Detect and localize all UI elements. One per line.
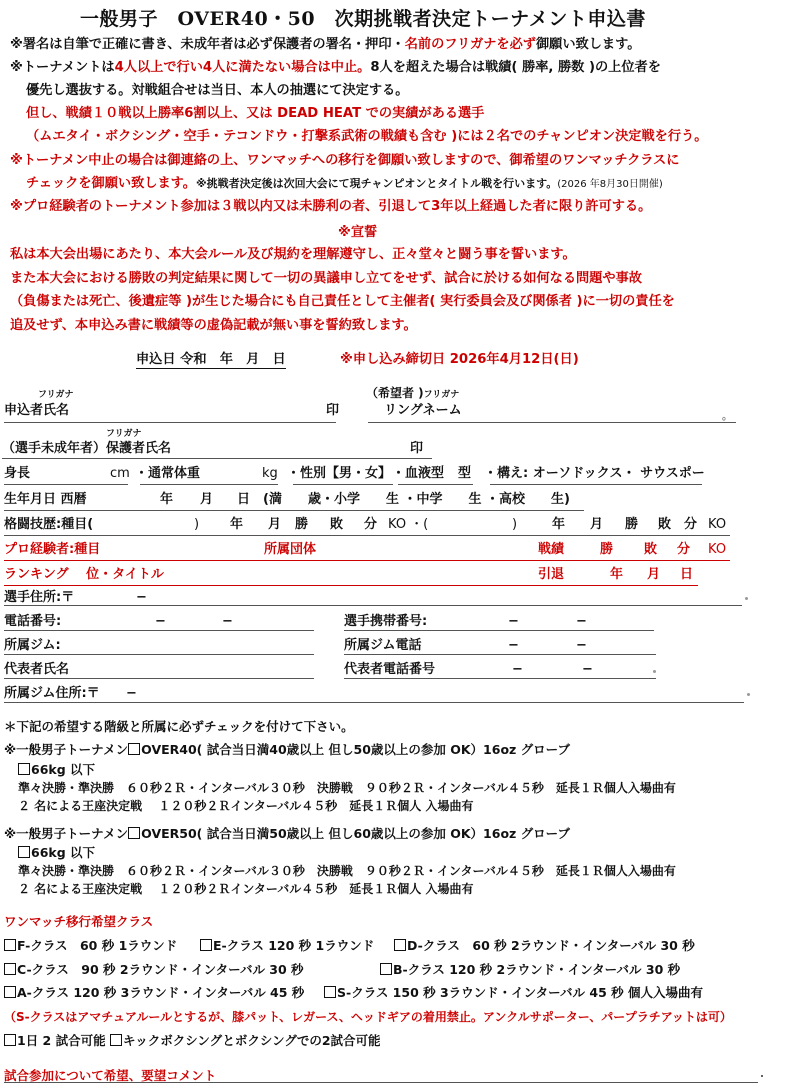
- option-label: F-クラス 60 秒 1ラウンド: [17, 938, 178, 953]
- birth-field[interactable]: [4, 510, 584, 511]
- oath-heading: ※宣誓: [338, 225, 378, 240]
- weight-unit: kg: [262, 466, 278, 481]
- phone-field[interactable]: [4, 630, 314, 631]
- over50-rule: 準々決勝・準決勝 ６０秒２Ｒ・インターバル３０秒 決勝戦 ９０秒２Ｒ・インターバル４５秒 延長１Ｒ個人入場曲有: [18, 864, 676, 878]
- over50-label: OVER50( 試合当日満50歳以上 但し60歳以上の参加 OK）16oz グローブ: [141, 826, 571, 841]
- tournament-prefix: ※一般男子トーナメン: [4, 742, 129, 757]
- note-emphasis: チェックを御願い致します。: [26, 176, 196, 191]
- retired-label: 引退: [538, 567, 565, 582]
- oath-line: 追及せず、本申込み書に戦績等の虚偽記載が無い事を誓約致します。: [10, 318, 417, 333]
- note-emphasis: 名前のフリガナを必ず: [404, 37, 536, 52]
- extra-options: [4, 1031, 381, 1049]
- career-col: KO ・(: [388, 517, 429, 532]
- over50-weight-checkbox[interactable]: [18, 846, 30, 858]
- note-emphasis: 4人以上で行い4人に満たない場合は中止。: [114, 60, 371, 75]
- over40-label: OVER40( 試合当日満40歳以上 但し50歳以上の参加 OK）16oz グローブ: [141, 742, 571, 757]
- note-text: 御願い致します。: [535, 37, 641, 52]
- pro-col: 勝: [600, 542, 614, 557]
- line-end-dot: [747, 693, 750, 696]
- ranking-field[interactable]: [4, 585, 698, 586]
- career-col: 月: [268, 517, 282, 532]
- mobile-dash: −: [508, 614, 519, 629]
- note-tournament: [10, 60, 661, 76]
- weight-field[interactable]: [140, 484, 278, 485]
- career-col: 敗: [658, 517, 672, 532]
- over40-weight: [18, 760, 95, 778]
- onematch-option-c[interactable]: [4, 960, 304, 978]
- note-signature: [10, 37, 640, 53]
- over40-option: [4, 740, 570, 758]
- pro-org-label: 所属団体: [264, 542, 317, 557]
- option-label: C-クラス 90 秒 2ラウンド・インターバル 30 秒: [17, 962, 304, 977]
- over50-checkbox[interactable]: [128, 827, 140, 839]
- over50-weight: [18, 843, 95, 861]
- note-check: [26, 176, 663, 193]
- retired-col: 月: [647, 567, 661, 582]
- address-field[interactable]: [4, 605, 742, 606]
- height-label: 身長: [4, 466, 31, 481]
- phone-label: 電話番号:: [4, 614, 62, 629]
- ranking-label: ランキング 位・タイトル: [4, 567, 164, 582]
- pro-col: 敗: [644, 542, 658, 557]
- stance-field[interactable]: ・構え: オーソドックス・ サウスポー: [484, 466, 705, 481]
- note-text: 8人を超えた場合は戦績( 勝率, 勝数 )の上位者を: [370, 60, 661, 75]
- address-label: 選手住所:〒: [4, 590, 75, 605]
- checkbox[interactable]: [4, 939, 16, 951]
- s-class-note: （S-クラスはアマチュアルールとするが、膝パット、レガース、ヘッドギアの着用禁止。アンクルサポーター、パープラチアットは可）: [4, 1010, 732, 1024]
- option-label: A-クラス 120 秒 3ラウンド・インターバル 45 秒: [17, 985, 305, 1000]
- pro-record-label: 戦績: [538, 542, 565, 557]
- gym-phone-field[interactable]: [344, 654, 656, 655]
- checkbox[interactable]: [4, 986, 16, 998]
- tournament-prefix: ※一般男子トーナメン: [4, 826, 129, 841]
- note-text: ※署名は自筆で正確に書き、未成年者は必ず保護者の署名・押印・: [10, 37, 405, 52]
- height-field[interactable]: [4, 484, 128, 485]
- onematch-option-e[interactable]: [200, 936, 374, 954]
- rep-phone-dash: −: [512, 662, 523, 677]
- option-label: 1日 2 試合可能: [17, 1033, 106, 1048]
- option-label: キックボクシングとボクシングでの2試合可能: [122, 1033, 381, 1048]
- career-close: ): [512, 517, 518, 532]
- note-text: ※トーナメントは: [10, 60, 115, 75]
- comment-label: 試合参加について希望、要望コメント: [4, 1068, 217, 1083]
- ring-name-label: リングネーム: [384, 403, 462, 418]
- over40-checkbox[interactable]: [128, 743, 140, 755]
- pro-col: 分: [677, 542, 691, 557]
- note-champion: 但し、戦績１０戦以上勝率6割以上、又は DEAD HEAT での実績がある選手: [26, 106, 485, 121]
- rep-phone-label: 代表者電話番号: [344, 662, 436, 677]
- gym-phone-dash: −: [576, 638, 587, 653]
- ring-name-hint-text: （希望者 ): [366, 386, 424, 400]
- gym-phone-dash: −: [508, 638, 519, 653]
- rep-name-label: 代表者氏名: [4, 662, 70, 677]
- mobile-label: 選手携帯番号:: [344, 614, 428, 629]
- over40-rule: ２ 名による王座決定戦 １２０秒２Ｒインターバル４５秒 延長１Ｒ個人 入場曲有: [18, 799, 474, 813]
- over50-rule: ２ 名による王座決定戦 １２０秒２Ｒインターバル４５秒 延長１Ｒ個人 入場曲有: [18, 882, 474, 896]
- guardian-name-label: （選手未成年者）保護者氏名: [2, 441, 172, 456]
- furigana-label: フリガナ: [106, 429, 142, 439]
- two-matches-checkbox[interactable]: [4, 1034, 16, 1046]
- note-text: ※挑戦者決定後は次回大会にて現チャンピオンとタイトル戦を行います。: [195, 177, 558, 190]
- onematch-option-s[interactable]: [324, 983, 703, 1001]
- pro-field[interactable]: [4, 560, 730, 561]
- checkbox[interactable]: [200, 939, 212, 951]
- career-col: 勝: [295, 517, 309, 532]
- career-col: 分: [364, 517, 378, 532]
- option-label: B-クラス 120 秒 2ラウンド・インターバル 30 秒: [393, 962, 681, 977]
- deadline: ※申し込み締切日 2026年4月12日(日): [340, 352, 579, 367]
- line-end-dot: [653, 670, 656, 673]
- blood-unit: 型: [458, 466, 472, 481]
- checkbox[interactable]: [4, 963, 16, 975]
- comment-field[interactable]: [4, 1082, 758, 1083]
- blood-field[interactable]: [398, 484, 473, 485]
- mobile-dash: −: [576, 614, 587, 629]
- over40-weight-checkbox[interactable]: [18, 763, 30, 775]
- onematch-option-d[interactable]: [394, 936, 695, 954]
- birth-year: 年: [160, 492, 174, 507]
- rep-name-field[interactable]: [4, 678, 314, 679]
- birth-month: 月: [200, 492, 214, 507]
- pro-col: KO: [708, 542, 727, 557]
- line-end-dot: [745, 597, 748, 600]
- career-col: 勝: [625, 517, 639, 532]
- retired-col: 年: [610, 567, 624, 582]
- checkbox[interactable]: [394, 939, 406, 951]
- phone-dash: −: [155, 614, 166, 629]
- career-col: KO: [708, 517, 727, 532]
- gym-address-field[interactable]: [4, 702, 744, 703]
- career-field[interactable]: [4, 535, 730, 536]
- weight-label: ・通常体重: [135, 466, 201, 481]
- note-champion-2: （ムエタイ・ボクシング・空手・テコンドウ・打撃系武術の戦績も含む )には２名でのチャンピオン決定戦を行う。: [26, 129, 708, 144]
- gym-field[interactable]: [4, 654, 314, 655]
- pro-label: プロ経験者:種目: [4, 542, 101, 557]
- checkbox[interactable]: [380, 963, 392, 975]
- ring-name-field[interactable]: [368, 422, 736, 423]
- applicant-name-field[interactable]: [4, 422, 336, 423]
- career-close: ): [194, 517, 200, 532]
- onematch-option-b[interactable]: [380, 960, 680, 978]
- career-col: 年: [552, 517, 566, 532]
- furigana-label: フリガナ: [423, 390, 460, 400]
- retired-col: 日: [680, 567, 694, 582]
- guardian-name-field[interactable]: [2, 458, 432, 459]
- guardian-seal-label: 印: [410, 441, 424, 456]
- option-label: S-クラス 150 秒 3ラウンド・インターバル 45 秒 個人入場曲有: [337, 985, 703, 1000]
- birth-age: (満 歳・小学 生 ・中学 生 ・高校 生): [263, 492, 570, 507]
- gym-label: 所属ジム:: [4, 638, 61, 653]
- gym-address-dash: −: [126, 686, 137, 701]
- mobile-field[interactable]: [344, 630, 654, 631]
- application-date[interactable]: 申込日 令和 年 月 日: [136, 352, 286, 367]
- blood-label: ・血液型: [392, 466, 445, 481]
- kick-boxing-checkbox[interactable]: [110, 1034, 122, 1046]
- address-dash: −: [136, 590, 147, 605]
- event-date: (2026 年8月30日開催): [557, 179, 663, 190]
- career-col: 分: [684, 517, 698, 532]
- class-instruction: ＊下記の希望する階級と所属に必ずチェックを付けて下さい。: [4, 719, 354, 734]
- gender-field[interactable]: ・性別【男・女】: [287, 466, 392, 481]
- career-col: 年: [230, 517, 244, 532]
- career-col: 敗: [330, 517, 344, 532]
- birth-day: 日: [237, 492, 251, 507]
- seal-label: 印: [326, 403, 340, 418]
- oath-line: （負傷または死亡、後遺症等 )が生じた場合にも自己責任として主催者( 実行委員会及び関係者 )に一切の責任を: [10, 294, 675, 309]
- onematch-option-a[interactable]: [4, 983, 304, 1001]
- phone-dash: −: [222, 614, 233, 629]
- stance-line: [490, 484, 702, 485]
- applicant-name-label: 申込者氏名: [4, 403, 70, 418]
- weight-class-label: 66kg 以下: [31, 845, 96, 860]
- ring-name-end: 。: [722, 410, 733, 422]
- comment-end: .: [760, 1068, 764, 1080]
- checkbox[interactable]: [324, 986, 336, 998]
- gender-line: [293, 484, 393, 485]
- oath-line: 私は本大会出場にあたり、本大会ルール及び規約を理解遵守し、正々堂々と闘う事を誓います。: [10, 247, 576, 262]
- career-label: 格闘技歴:種目(: [4, 517, 94, 532]
- note-pro: ※プロ経験者のトーナメント参加は３戦以内又は未勝利の者、引退して3年以上経過した者に限り許可する。: [10, 199, 652, 214]
- birth-label: 生年月日 西暦: [4, 492, 87, 507]
- over40-rule: 準々決勝・準決勝 ６０秒２Ｒ・インターバル３０秒 決勝戦 ９０秒２Ｒ・インターバル４５秒 延長１Ｒ個人入場曲有: [18, 781, 676, 795]
- note-selection: 優先し選抜する。対戦組合せは当日、本人の抽選にて決定する。: [26, 83, 409, 98]
- onematch-heading: ワンマッチ移行希望クラス: [4, 914, 154, 929]
- oath-line: また本大会における勝敗の判定結果に関して一切の異議申し立てをせず、試合に於ける如何なる問題や事故: [10, 271, 642, 286]
- over50-option: [4, 824, 570, 842]
- onematch-option-f[interactable]: [4, 936, 177, 954]
- page-title: 一般男子 OVER40・50 次期挑戦者決定トーナメント申込書: [80, 8, 646, 30]
- option-label: D-クラス 60 秒 2ラウンド・インターバル 30 秒: [407, 938, 695, 953]
- note-cancel: ※トーナメン中止の場合は御連絡の上、ワンマッチへの移行を御願い致しますので、御希望のワンマッチクラスに: [10, 153, 680, 168]
- rep-phone-field[interactable]: [344, 678, 656, 679]
- height-unit: cm: [110, 466, 130, 481]
- furigana-label: フリガナ: [38, 390, 74, 400]
- gym-address-label: 所属ジム住所:〒: [4, 686, 100, 701]
- weight-class-label: 66kg 以下: [31, 762, 96, 777]
- ring-name-hint: [366, 384, 459, 401]
- career-col: 月: [590, 517, 604, 532]
- gym-phone-label: 所属ジム電話: [344, 638, 422, 653]
- rep-phone-dash: −: [582, 662, 593, 677]
- option-label: E-クラス 120 秒 1ラウンド: [213, 938, 375, 953]
